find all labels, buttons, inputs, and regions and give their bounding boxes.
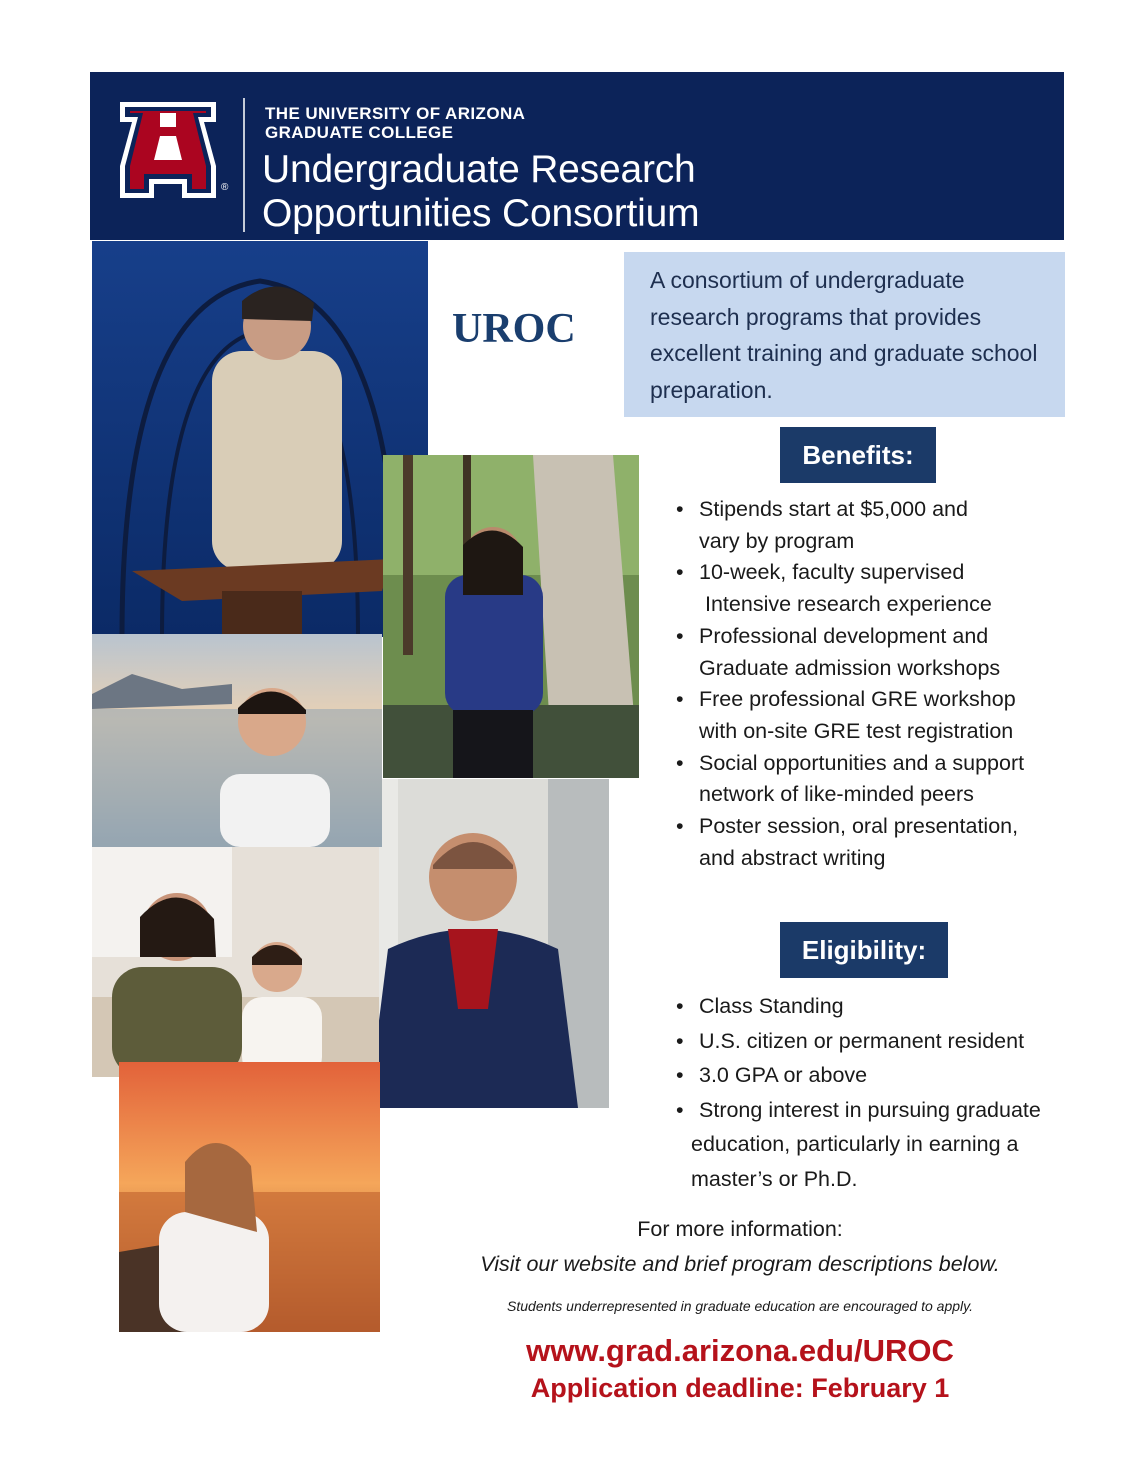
- list-item: • Social opportunities and a support network of like-minded peers: [676, 748, 1076, 811]
- student-at-sunset-photo: [119, 1062, 380, 1332]
- list-item: • Strong interest in pursuing graduate education, particularly in earning a master’s or Ph.D.: [676, 1093, 1096, 1197]
- header-banner: [90, 72, 1064, 240]
- benefits-list: [676, 494, 1076, 874]
- registered-mark: ®: [221, 182, 229, 193]
- list-item: • U.S. citizen or permanent resident: [676, 1024, 1096, 1059]
- student-in-forest-photo: [383, 455, 639, 778]
- eligibility-heading: Eligibility:: [780, 922, 948, 978]
- uroc-acronym: UROC: [452, 306, 576, 352]
- student-at-anvil-photo: [92, 241, 428, 637]
- application-deadline: Application deadline: February 1: [530, 1373, 950, 1403]
- list-item: • 10-week, faculty supervised Intensive research experience: [676, 557, 1076, 620]
- program-name-line1: Undergraduate Research: [262, 148, 696, 191]
- list-item: • Stipends start at $5,000 and vary by program: [676, 494, 1076, 557]
- website-link[interactable]: www.grad.arizona.edu/UROC: [526, 1333, 954, 1368]
- list-item: • 3.0 GPA or above: [676, 1058, 1096, 1093]
- list-item: • Class Standing: [676, 989, 1096, 1024]
- encouragement-note: Students underrepresented in graduate education are encouraged to apply.: [507, 1298, 973, 1314]
- more-info-label: For more information:: [637, 1217, 843, 1241]
- eligibility-list: [676, 989, 1096, 1196]
- university-name: THE UNIVERSITY OF ARIZONA: [265, 104, 526, 123]
- college-name: GRADUATE COLLEGE: [265, 123, 454, 142]
- student-with-child-photo: [92, 847, 379, 1077]
- banner-divider: [243, 98, 245, 232]
- list-item: • Free professional GRE workshop with on-site GRE test registration: [676, 684, 1076, 747]
- benefits-heading: Benefits:: [780, 427, 936, 483]
- program-name-line2: Opportunities Consortium: [262, 192, 700, 235]
- student-at-lake-photo: [92, 634, 382, 847]
- intro-description: A consortium of undergraduate research programs that provides excellent training and graduate school preparation.: [624, 252, 1065, 417]
- list-item: • Professional development and Graduate admission workshops: [676, 621, 1076, 684]
- visit-website-text: Visit our website and brief program descriptions below.: [480, 1252, 1000, 1276]
- list-item: • Poster session, oral presentation, and abstract writing: [676, 811, 1076, 874]
- university-a-logo: [116, 100, 220, 200]
